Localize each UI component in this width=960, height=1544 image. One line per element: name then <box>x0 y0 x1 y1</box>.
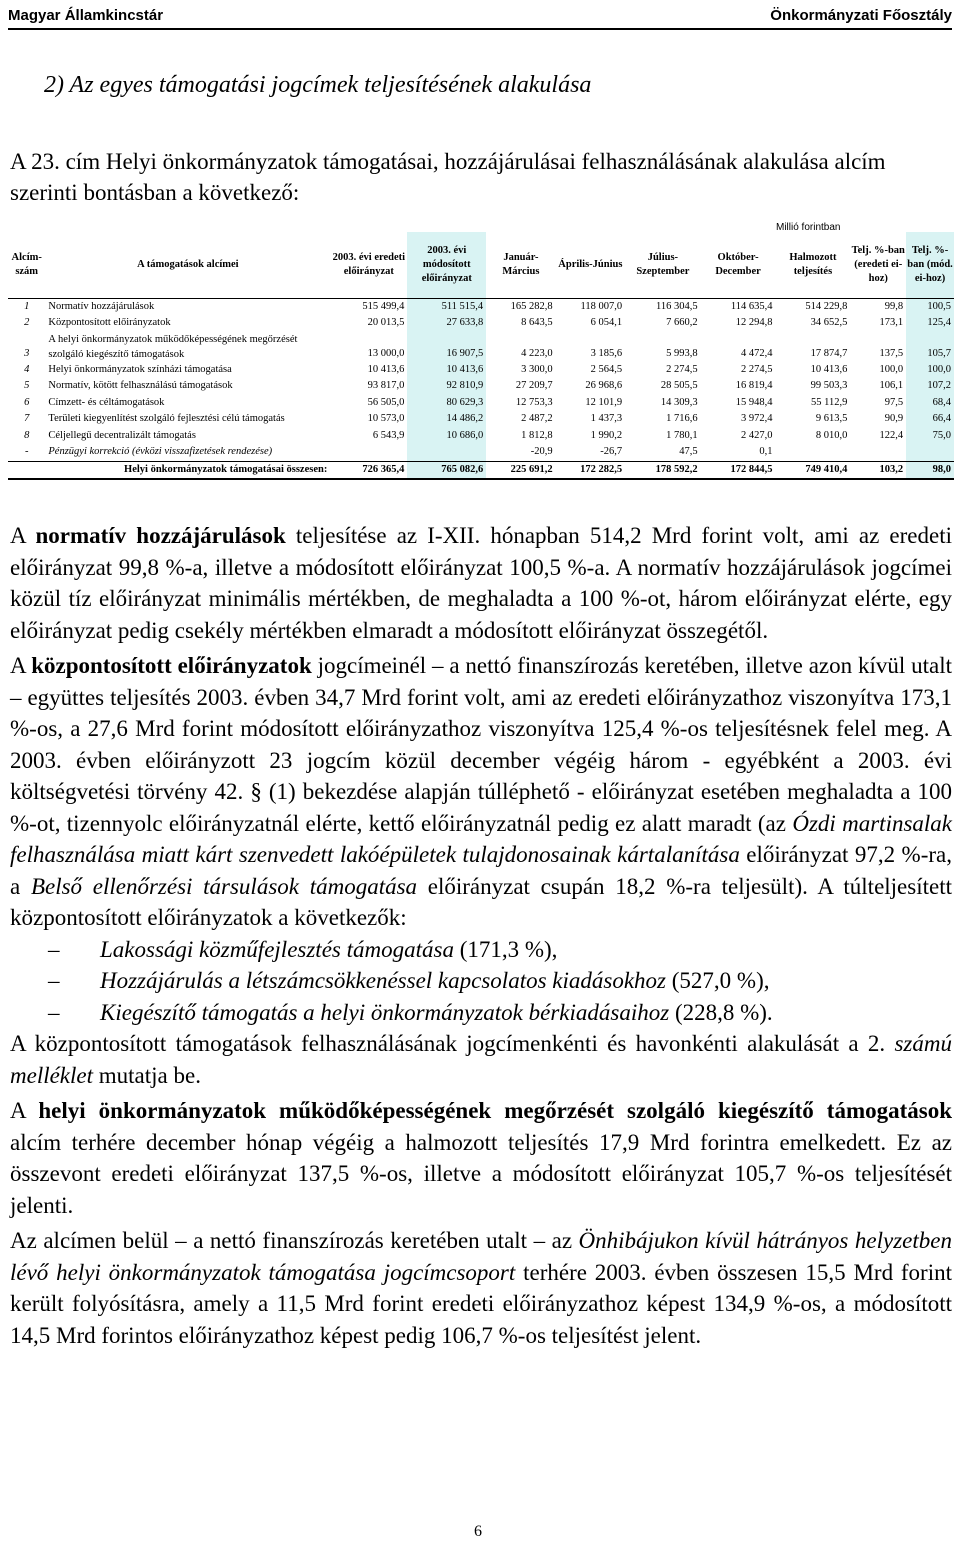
col-header-orig: 2003. évi eredeti előirányzat <box>332 251 406 277</box>
total-cum: 749 410,4 <box>775 461 850 479</box>
text-span: teljesítése az I-XII. hónapban 514,2 Mrd forint volt, ami az eredeti előirányzat 99,8 %-a, illetve a módosított előirányzat 100,5 %-a. A normatív hozzájárulások jogcímei közül tíz előirányzat minimális mértékben, de meghaladta a 100 %-ot, három előirányzat elérte, egy előirányzat pedig csekély mértékben elmaradt a módosított előirányzat összegétől. <box>10 523 952 643</box>
row-q2: -26,7 <box>600 446 623 457</box>
text-span: A <box>10 653 32 678</box>
text-span: jogcímeinél – a nettó finanszírozás keretében, illetve azon kívül utalt – együttes teljesítés 2003. évben 34,7 Mrd forint volt, ami az eredeti előirányzathoz viszonyítva 173,1 %-os, a 27,6 Mrd forint módosított előirányzathoz viszonyítva 125,4 %-os teljesítésnek felel meg. A 2003. évben előirányzott 23 jogcím közül december végéig három - egyébként a 2003. évi költségvetési törvény 42. § (1) bekezdése alapján túlléphető - előirányzat esetében meghaladta a 100 %-ot, tizennyolc előirányzatnál elérte, kettő előirányzatnál pedig ez alatt maradt (az <box>10 653 952 836</box>
text-span: (228,8 %). <box>669 999 773 1025</box>
row-mod: 511 515,4 <box>407 298 486 315</box>
row-code: 2 <box>24 317 30 328</box>
table-row <box>8 315 954 332</box>
total-q2: 172 282,5 <box>556 461 625 479</box>
row-orig: 515 499,4 <box>362 300 405 312</box>
row-pct-mod: 100,5 <box>906 298 954 315</box>
row-pct-mod: 105,7 <box>906 332 954 362</box>
header-left: Magyar Államkincstár <box>8 6 164 24</box>
dash-bullet: – <box>48 936 60 962</box>
row-name: Normatív hozzájárulások <box>48 300 155 312</box>
row-q2: 118 007,0 <box>580 300 623 312</box>
row-code: 1 <box>24 300 30 312</box>
row-cum: 55 112,9 <box>811 396 848 408</box>
table-row <box>8 411 954 428</box>
dash-bullet: – <box>48 968 60 993</box>
row-pct-orig: 99,8 <box>884 300 904 312</box>
col-header-pct-mod: Telj. %-ban (mód. ei-hoz) <box>906 232 954 298</box>
bold-term: központosított előirányzatok <box>31 653 312 678</box>
table-subtitle: A 23. cím Helyi önkormányzatok támogatásai, hozzájárulásai felhasználásának alakulása alcím szerinti bontásban a következő: <box>10 149 886 205</box>
row-cum: 17 874,7 <box>810 347 848 359</box>
row-code: 3 <box>24 347 30 359</box>
row-name: Helyi önkormányzatok színházi támogatása <box>48 363 232 375</box>
col-header-code: Alcím-szám <box>11 251 42 277</box>
row-pct-orig: 97,5 <box>884 396 904 408</box>
row-q1: 8 643,5 <box>521 317 553 328</box>
row-mod <box>407 444 486 461</box>
overspent-list <box>10 934 952 1029</box>
row-cum: 10 413,6 <box>810 363 848 375</box>
row-q1: -20,9 <box>530 446 553 457</box>
row-name: Normatív, kötött felhasználású támogatások <box>48 380 233 391</box>
row-pct-orig: 173,1 <box>879 317 904 328</box>
text-span: mutatja be. <box>93 1062 201 1088</box>
row-cum: 34 652,5 <box>810 317 848 328</box>
row-q3: 2 274,5 <box>666 363 698 375</box>
body-text <box>10 520 952 1355</box>
row-name: A helyi önkormányzatok működőképességének megőrzését szolgáló kiegészítő támogatások <box>48 333 298 360</box>
row-code: 7 <box>24 413 30 424</box>
row-orig <box>330 444 407 461</box>
italic-term: Lakossági közműfejlesztés támogatása <box>100 936 454 962</box>
row-orig: 93 817,0 <box>367 380 405 391</box>
row-q3: 1 716,6 <box>666 413 698 424</box>
text-span: A <box>10 1098 39 1123</box>
table-row <box>8 378 954 395</box>
row-code: 4 <box>24 363 30 375</box>
col-header-cum: Halmozott teljesítés <box>789 251 837 277</box>
row-q3: 28 505,5 <box>660 380 698 391</box>
row-pct-orig <box>850 444 906 461</box>
row-q3: 5 993,8 <box>666 347 698 359</box>
col-header-q3: Július-Szeptember <box>636 251 690 277</box>
row-q3: 7 660,2 <box>666 317 698 328</box>
row-mod: 16 907,5 <box>407 332 486 362</box>
bold-term: helyi önkormányzatok működőképességének megőrzését szolgáló kiegészítő támogatások <box>38 1098 953 1123</box>
row-pct-orig: 137,5 <box>879 347 904 359</box>
paragraph-melleklet <box>10 1028 952 1091</box>
row-code: 8 <box>24 429 30 441</box>
row-orig: 56 505,0 <box>367 396 405 408</box>
row-name: Címzett- és céltámogatások <box>48 396 165 408</box>
row-q2: 1 437,3 <box>590 413 623 424</box>
paragraph-mukodokepesseg <box>10 1095 952 1221</box>
col-header-mod: 2003. évi módosított előirányzat <box>407 232 486 298</box>
total-label: Helyi önkormányzatok támogatásai összesen: <box>8 461 330 479</box>
page-header <box>8 4 952 30</box>
row-mod: 10 413,6 <box>407 362 486 379</box>
row-q2: 26 968,6 <box>585 380 623 391</box>
table-total-row <box>8 461 954 479</box>
row-code: 6 <box>24 396 30 408</box>
row-cum: 8 010,0 <box>815 429 848 441</box>
italic-term: Hozzájárulás a létszámcsökkenéssel kapcsolatos kiadásokhoz <box>100 968 666 993</box>
row-mod: 10 686,0 <box>407 428 486 445</box>
row-q1: 27 209,7 <box>515 380 553 391</box>
row-pct-orig: 100,0 <box>879 363 904 375</box>
total-q3: 178 592,2 <box>625 461 701 479</box>
row-pct-mod: 75,0 <box>906 428 954 445</box>
row-orig: 6 543,9 <box>372 429 405 441</box>
row-pct-mod: 66,4 <box>906 411 954 428</box>
total-mod: 765 082,6 <box>407 461 486 479</box>
table-row <box>8 298 954 315</box>
table-row <box>8 395 954 412</box>
row-cum: 9 613,5 <box>815 413 848 424</box>
row-mod: 80 629,3 <box>407 395 486 412</box>
row-q4: 0,1 <box>759 446 773 457</box>
dash-bullet: – <box>48 999 60 1025</box>
row-q4: 12 294,8 <box>735 317 773 328</box>
col-header-q4: Október-December <box>715 251 761 277</box>
list-item <box>10 934 952 966</box>
text-span: előirányzat csupán 18,2 %-ra teljesült). A túlteljesített központosított előirányzatok a következők: <box>10 873 952 930</box>
text-span: (527,0 %), <box>666 968 770 993</box>
row-orig: 20 013,5 <box>367 317 405 328</box>
row-mod: 14 486,2 <box>407 411 486 428</box>
row-q1: 3 300,0 <box>521 363 553 375</box>
row-cum <box>775 444 850 461</box>
col-header-pct-orig: Telj. %-ban (eredeti ei-hoz) <box>851 244 905 284</box>
table-header-row <box>8 232 954 298</box>
row-cum: 514 229,8 <box>805 300 848 312</box>
row-q2: 12 101,9 <box>585 396 623 408</box>
row-q1: 1 812,8 <box>521 429 553 441</box>
row-q3: 14 309,3 <box>660 396 698 408</box>
list-item <box>10 997 952 1029</box>
row-pct-mod <box>906 444 954 461</box>
row-mod: 92 810,9 <box>407 378 486 395</box>
row-q4: 2 427,0 <box>740 429 773 441</box>
table-row <box>8 362 954 379</box>
unit-label: Millió forintban <box>776 222 841 233</box>
row-mod: 27 633,8 <box>407 315 486 332</box>
col-header-name: A támogatások alcímei <box>137 258 239 270</box>
table-row <box>8 444 954 461</box>
row-q2: 2 564,5 <box>590 363 623 375</box>
italic-term: számú melléklet <box>10 1031 952 1088</box>
text-span: előirányzat 97,2 %-ra, a <box>10 842 952 899</box>
row-name: Területi kiegyenlítést szolgáló fejlesztési célú támogatás <box>48 413 285 424</box>
row-q1: 2 487,2 <box>521 413 553 424</box>
page-number: 6 <box>474 1523 482 1540</box>
row-cum: 99 503,3 <box>810 380 848 391</box>
row-q3: 116 304,5 <box>656 300 698 312</box>
col-header-q1: Január-Március <box>502 251 540 277</box>
row-pct-orig: 90,9 <box>884 413 904 424</box>
col-header-q2: Április-Június <box>558 258 623 270</box>
support-table <box>8 232 954 480</box>
text-span: terhére 2003. évben összesen 15,5 Mrd forint került folyósításra, amely a 11,5 Mrd forint eredeti előirányzathoz képest 134,9 %-os, a módosított 14,5 Mrd forintos előirányzathoz képest pedig 106,7 %-os teljesítést jelent. <box>10 1259 952 1348</box>
text-span: Az alcímen belül – a nettó finanszírozás keretében utalt – az <box>10 1228 579 1253</box>
paragraph-normativ <box>10 520 952 646</box>
paragraph-kozpontositott <box>10 650 952 934</box>
row-q4: 3 972,4 <box>740 413 773 424</box>
row-q4: 15 948,4 <box>735 396 773 408</box>
total-q1: 225 691,2 <box>486 461 555 479</box>
row-q1: 4 223,0 <box>521 347 553 359</box>
row-q4: 114 635,4 <box>730 300 773 312</box>
row-pct-mod: 107,2 <box>906 378 954 395</box>
row-q4: 4 472,4 <box>740 347 773 359</box>
total-pct-mod: 98,0 <box>906 461 954 479</box>
italic-term: Belső ellenőrzési társulások támogatása <box>30 873 418 899</box>
row-name: Pénzügyi korrekció (évközi visszafizetések rendezése) <box>48 446 273 457</box>
italic-term: Önhibájukon kívül hátrányos helyzetben lévő helyi önkormányzatok támogatása jogcímcsoport <box>10 1228 952 1285</box>
row-pct-mod: 125,4 <box>906 315 954 332</box>
text-span: (171,3 %), <box>453 936 558 962</box>
row-code: - <box>24 446 29 457</box>
italic-term: Ózdi martinsalak felhasználása miatt kárt szenvedett lakóépületek tulajdonosainak kártalanítása <box>10 810 953 867</box>
paragraph-onhibajukon <box>10 1225 952 1351</box>
row-pct-mod: 68,4 <box>906 395 954 412</box>
row-name: Központosított előirányzatok <box>48 317 171 328</box>
row-q2: 3 185,6 <box>590 347 623 359</box>
text-span: alcím terhére december hónap végéig a halmozott teljesítés 17,9 Mrd forintra emelkedett. Ez az összevont eredeti előirányzat 137,5 %-os, illetve a módosított előirányzat 105,7 %-os teljesítését jelenti. <box>10 1129 952 1218</box>
row-orig: 10 413,6 <box>367 363 405 375</box>
bold-term: normatív hozzájárulások <box>35 523 286 548</box>
header-right: Önkormányzati Főosztály <box>770 6 952 24</box>
row-pct-orig: 122,4 <box>879 429 904 441</box>
total-orig: 726 365,4 <box>330 461 407 479</box>
table-row <box>8 332 954 362</box>
row-q1: 165 282,8 <box>510 300 553 312</box>
total-pct-orig: 103,2 <box>850 461 906 479</box>
row-q3: 47,5 <box>679 446 698 457</box>
row-q4: 2 274,5 <box>740 363 773 375</box>
row-q3: 1 780,1 <box>666 429 698 441</box>
italic-term: Kiegészítő támogatás a helyi önkormányzatok bérkiadásaihoz <box>100 999 670 1025</box>
table-row <box>8 428 954 445</box>
row-pct-orig: 106,1 <box>879 380 904 391</box>
row-orig: 10 573,0 <box>367 413 405 424</box>
row-code: 5 <box>24 380 30 391</box>
row-orig: 13 000,0 <box>367 347 405 359</box>
row-pct-mod: 100,0 <box>906 362 954 379</box>
row-q2: 6 054,1 <box>590 317 623 328</box>
row-q4: 16 819,4 <box>735 380 773 391</box>
row-name: Céljellegű decentralizált támogatás <box>48 429 196 441</box>
total-q4: 172 844,5 <box>701 461 776 479</box>
text-span: A <box>10 523 36 548</box>
row-q1: 12 753,3 <box>515 396 553 408</box>
text-span: A központosított támogatások felhasználásának jogcímenkénti és havonkénti alakulását a 2. <box>10 1031 895 1056</box>
section-title: 2) Az egyes támogatási jogcímek teljesítésének alakulása <box>44 72 592 98</box>
row-q2: 1 990,2 <box>590 429 623 441</box>
list-item <box>10 965 952 997</box>
